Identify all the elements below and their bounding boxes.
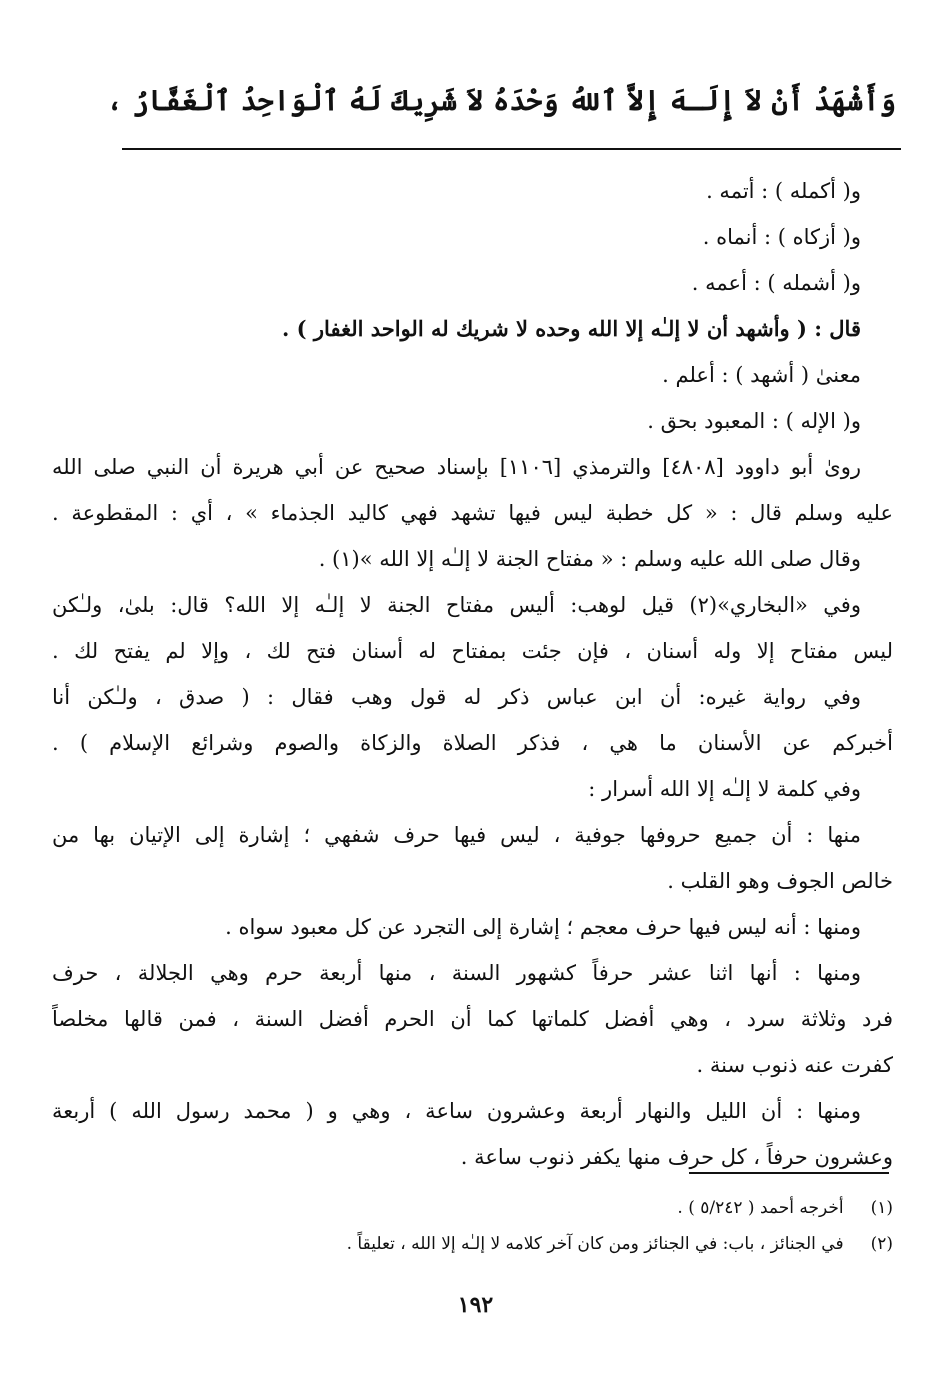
text-line: ليس مفتاح إلا وله أسنان ، فإن جئت بمفتاح له أسنان فتح لك ، وإلا لم يفتح لك . (52, 639, 893, 663)
text-line: منها : أن جميع حروفها جوفية ، ليس فيها حرف شفهي ؛ إشارة إلى الإتيان بها من (52, 823, 861, 847)
footnote (60, 1190, 893, 1226)
footnote-rule (689, 1172, 889, 1174)
footnote-text: أخرجه أحمد ( ٥/٢٤٢ ) . (677, 1198, 844, 1218)
text-line: روىٰ أبو داوود [٤٨٠٨] والترمذي [١١٠٦] بإسناد صحيح عن أبي هريرة أن النبي صلى الله (52, 455, 861, 479)
footnote-number: (٢) (870, 1234, 893, 1254)
text-line: وفي رواية غيره: أن ابن عباس ذكر له قول وهب فقال : ( صدق ، ولـٰكن أنا (52, 685, 861, 709)
text-line: و( الإله ) : المعبود بحق . (647, 409, 861, 433)
text-line: فرد وثلاثة سرد ، وهي أفضل كلماتها كما أن الحرم أفضل السنة ، فمن قالها مخلصاً (52, 1007, 893, 1031)
page-body (52, 168, 893, 1180)
text-line: و( أزكاه ) : أنماه . (702, 225, 861, 249)
page-header (106, 72, 896, 128)
text-line: و( أكمله ) : أتمه . (706, 179, 861, 203)
header-rule (122, 148, 901, 150)
text-line: كفرت عنه ذنوب سنة . (696, 1053, 893, 1077)
text-line: خالص الجوف وهو القلب . (667, 869, 893, 893)
text-line: أخبركم عن الأسنان ما هي ، فذكر الصلاة والزكاة والصوم وشرائع الإسلام ) . (52, 731, 893, 755)
header-text: وَأَشْهَدُ أَنْ لاَ إِلَـهَ إِلاَّ ٱللهُ وَحْدَهُ لاَ شَرِيكَ لَهُ ٱلْوَاحِدُ ٱلْغَفَّارُ ، (106, 83, 896, 117)
text-line: وقال صلى الله عليه وسلم : « مفتاح الجنة لا إلـٰه إلا الله »(١) . (318, 547, 861, 571)
text-line: ومنها : أنه ليس فيها حرف معجم ؛ إشارة إلى التجرد عن كل معبود سواه . (225, 915, 861, 939)
footnotes (60, 1190, 893, 1262)
text-line: وفي كلمة لا إلـٰه إلا الله أسرار : (588, 777, 861, 801)
text-line: ومنها : أن الليل والنهار أربعة وعشرون ساعة ، وهي و ( محمد رسول الله ) أربعة (52, 1099, 861, 1123)
text-line: قال : ( وأشهد أن لا إلـٰه إلا الله وحده لا شريك له الواحد الغفار ) . (282, 316, 861, 341)
text-line: عليه وسلم قال : « كل خطبة ليس فيها تشهد فهي كاليد الجذماء » ، أي : المقطوعة . (52, 501, 893, 525)
footnote-number: (١) (870, 1198, 893, 1218)
text-line: و( أشمله ) : أعمه . (691, 271, 861, 295)
footnote (60, 1226, 893, 1262)
page-number: ١٩٢ (457, 1292, 494, 1318)
text-line: معنىٰ ( أشهد ) : أعلم . (662, 363, 861, 387)
footnote-text: في الجنائز ، باب: في الجنائز ومن كان آخر كلامه لا إلـٰه إلا الله ، تعليقاً . (346, 1234, 844, 1254)
text-line: ومنها : أنها اثنا عشر حرفاً كشهور السنة ، منها أربعة حرم وهي الجلالة ، حرف (52, 961, 861, 985)
text-line: وفي «البخاري»(٢) قيل لوهب: أليس مفتاح الجنة لا إلـٰه إلا الله؟ قال: بلىٰ، ولـٰكن (52, 593, 861, 617)
text-line: وعشرون حرفاً ، كل حرف منها يكفر ذنوب ساعة . (460, 1145, 893, 1169)
